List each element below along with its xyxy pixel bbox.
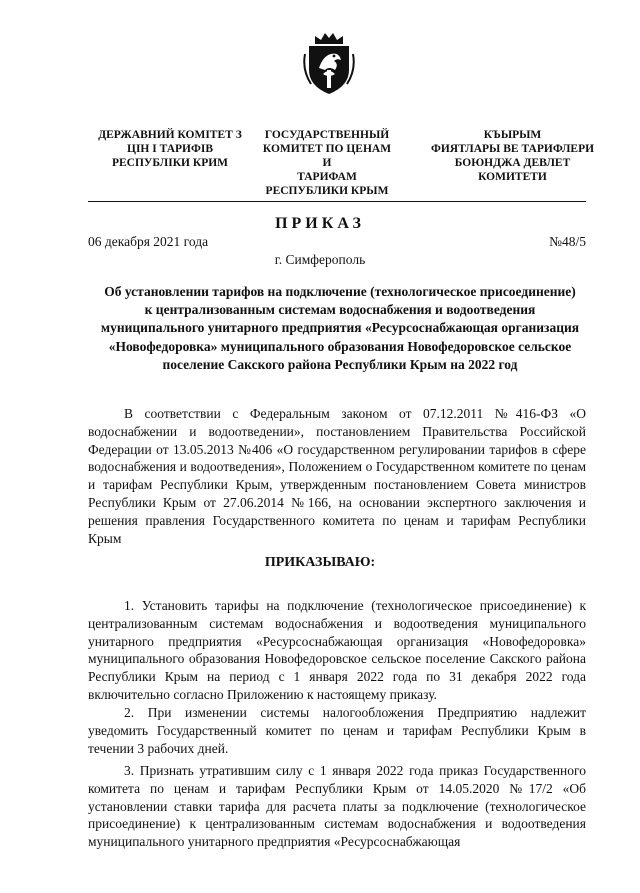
order-item-1: 1. Установить тарифы на подключение (технологическое присоединение) к централизованным системам водоснабжения и водоотведения муниципального унитарного предприятия «Ресурсоснабжающая организация «Новофедоровка» муниципального образования Новофедоровское сельское поселение Сакского района Республики Крым на период с 1 января 2022 года по 31 декабря 2022 года включительно согласно Приложению к настоящему приказу. bbox=[88, 598, 586, 702]
header-crimean-tatar bbox=[425, 128, 600, 184]
order-item-3: 3. Признать утратившим силу с 1 января 2022 года приказ Государственного комитета по ценам и тарифам Республики Крым от 14.05.2020 №17/2 «Об установлении ставки тарифа для расчета платы за подключение (технологическое присоединение) к централизованным системам водоснабжения и водоотведения муниципального унитарного предприятия «Ресурсоснабжающая bbox=[88, 763, 586, 850]
preamble-paragraph: В соответствии с Федеральным законом от 07.12.2011 №416-ФЗ «О водоснабжении и водоотведении», постановлением Правительства Российской Федерации от 13.05.2013 №406 «О государственном регулировании тарифов в сфере водоснабжения и водоотведения», Положением о Государственном комитете по ценам и тарифам Республики Крым, утвержденным постановлением Совета министров Республики Крым от 27.06.2014 №166, на основании экспертного заключения и решения правления Государственного комитета по ценам и тарифам Республики Крым bbox=[88, 406, 586, 546]
header-line: РЕСПУБЛИКИ КРЫМ bbox=[265, 185, 389, 197]
header-russian bbox=[262, 128, 392, 198]
header-line: ЦІН І ТАРИФІВ bbox=[127, 143, 213, 155]
order-item-2: 2. При изменении системы налогообложения Предприятию надлежит уведомить Государственный комитет по ценам и тарифам Республики Крым в течении 3 рабочих дней. bbox=[88, 705, 586, 756]
header-divider bbox=[88, 201, 586, 202]
header-line: КЪЫРЫМ bbox=[483, 129, 542, 141]
header-line: ТАРИФАМ bbox=[297, 171, 357, 183]
header-line: БОЮНДЖА ДЕВЛЕТ bbox=[454, 157, 571, 169]
header-line: КОМИТЕТИ bbox=[478, 171, 547, 183]
header-ukrainian bbox=[90, 128, 250, 170]
header-line: ДЕРЖАВНИЙ КОМІТЕТ З bbox=[98, 129, 242, 141]
document-title: ПРИКАЗ bbox=[275, 215, 365, 232]
document-number: №48/5 bbox=[549, 234, 586, 249]
header-line: РЕСПУБЛІКИ КРИМ bbox=[111, 157, 229, 169]
header-line: КОМИТЕТ ПО ЦЕНАМ И bbox=[262, 143, 392, 169]
document-date: 06 декабря 2021 года bbox=[88, 234, 209, 249]
order-heading: ПРИКАЗЫВАЮ: bbox=[264, 555, 376, 570]
document-city: г. Симферополь bbox=[274, 252, 366, 267]
header-line: ФИЯТЛАРЫ ВЕ ТАРИФЛЕРИ bbox=[430, 143, 595, 155]
document-subject: Об установлении тарифов на подключение (технологическое присоединение) к централизованным системам водоснабжения и водоотведения муниципального унитарного предприятия «Ресурсоснабжающая организация «Новофедоровка» муниципального образования Новофедоровское сельское поселение Сакского района Республики Крым на 2022 год bbox=[100, 284, 580, 372]
crimea-coat-of-arms-icon bbox=[301, 30, 357, 96]
header-line: ГОСУДАРСТВЕННЫЙ bbox=[264, 129, 390, 141]
